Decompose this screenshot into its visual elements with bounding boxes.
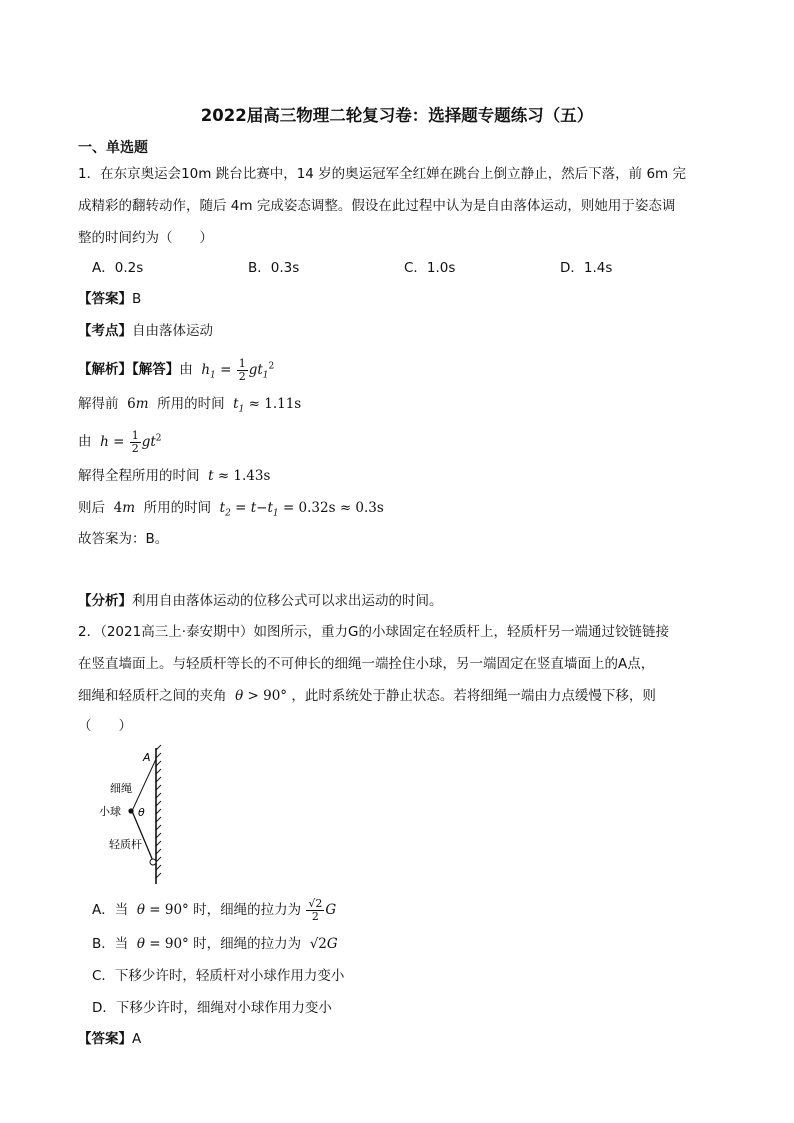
q1-option-c: C．1.0s [404, 260, 456, 276]
solution-text: 解得全程所用的时间 [78, 468, 200, 484]
option-text: 时，细绳的拉力为 [193, 936, 302, 952]
formula-h1: $h_1$ = $\frac{1}{2}$ $gt_1^2$ [197, 356, 275, 383]
solve-tag: 【解答】 [132, 361, 180, 378]
q1-analysis [78, 591, 443, 611]
formula-t: t [203, 468, 218, 484]
section-heading: 一、单选题 [78, 140, 148, 156]
q2-stem-line1: 2．（2021高三上·泰安期中）如图所示，重力G的小球固定在轻质杆上，轻质杆另一端通过铰链链接 [78, 624, 669, 640]
formula-t1-value: ≈ 1.11s [248, 396, 302, 412]
q2-stem-line2: 在竖直墙面上。与轻质杆等长的不可伸长的细绳一端拴住小球，另一端固定在竖直墙面上的A点， [78, 656, 655, 672]
option-text: 时，细绳的拉力为 [193, 902, 302, 918]
formula-t2-value: = 0.32s ≈ 0.3s [282, 500, 384, 516]
topic-value: 自由落体运动 [132, 323, 213, 339]
q1-solution-line3 [78, 428, 162, 455]
stem-text: 细绳和轻质杆之间的夹角 [78, 688, 227, 704]
solution-prefix: 由 [179, 361, 193, 378]
answer-tag: 【答案】 [78, 291, 132, 307]
solution-text: 则后 [78, 500, 105, 516]
topic-tag: 【考点】 [78, 323, 132, 339]
formula-t2: $t_2 = t-t_1$ [215, 500, 279, 519]
q1-option-a: A．0.2s [92, 260, 144, 276]
formula-theta-gt-90: θ > 90° [230, 688, 288, 704]
formula-h: h = $\frac{1}{2}$ $gt^2$ [95, 428, 162, 455]
option-text: B．当 [92, 936, 129, 952]
q1-conclusion: 故答案为：B。 [78, 531, 169, 547]
formula-sqrt2-g: √2G [309, 936, 338, 952]
stem-text: ，此时系统处于静止状态。若将细绳一端由力点缓慢下移，则 [291, 688, 656, 704]
q2-option-a [92, 898, 336, 923]
answer-value: A [132, 1031, 142, 1047]
option-text: A．当 [92, 902, 129, 918]
q1-answer [78, 289, 141, 309]
q2-figure [96, 742, 176, 888]
formula-theta-90: θ = 90° [132, 936, 189, 952]
formula-theta-90: θ = 90° [132, 902, 189, 918]
solution-text: 所用的时间 [157, 396, 225, 412]
formula-4m: 4m [113, 500, 140, 516]
q1-solution-line2 [78, 394, 301, 420]
q1-stem-line3: 整的时间约为（ ） [78, 230, 213, 246]
formula-sqrt2-over-2-g: $\frac{√2}{2}$ G [308, 897, 337, 923]
label-theta: θ [138, 806, 145, 819]
q2-option-d: D．下移少许时，细绳对小球作用力变小 [92, 1000, 332, 1016]
q1-solution-line4 [78, 466, 270, 486]
q2-option-b [92, 934, 338, 954]
formula-t-value: ≈ 1.43s [217, 468, 271, 484]
q2-stem-line3 [78, 686, 656, 706]
label-rod: 轻质杆 [109, 838, 142, 851]
q1-stem-line2: 成精彩的翻转动作，随后 4m 完成姿态调整。假设在此过程中认为是自由落体运动，则她用于姿态调 [78, 198, 676, 214]
q1-topic [78, 321, 213, 341]
q1-solution-line5 [78, 498, 384, 524]
analysis-tag: 【解析】 [78, 361, 132, 378]
analysis2-text: 利用自由落体运动的位移公式可以求出运动的时间。 [132, 593, 443, 609]
page-title: 2022届高三物理二轮复习卷：选择题专题练习（五） [200, 106, 594, 125]
solution-text: 解得前 [78, 396, 119, 412]
q1-option-d: D．1.4s [560, 260, 613, 276]
q2-option-c: C．下移少许时，轻质杆对小球作用力变小 [92, 968, 345, 984]
q2-answer [78, 1029, 141, 1049]
label-a: A [143, 751, 151, 764]
ball [128, 808, 133, 813]
label-rope: 细绳 [110, 782, 132, 795]
formula-t1: $t_1$ [228, 396, 245, 415]
answer-tag: 【答案】 [78, 1031, 132, 1047]
q1-option-b: B．0.3s [248, 260, 300, 276]
label-ball: 小球 [99, 805, 121, 818]
q1-stem-line1: 1．在东京奥运会10m 跳台比赛中，14 岁的奥运冠军全红婵在跳台上倒立静止，然后下落，前 6m 完 [78, 166, 686, 182]
solution-text: 所用的时间 [143, 500, 212, 516]
hinge [150, 859, 156, 865]
q2-stem-line4: （ ） [78, 718, 132, 734]
analysis2-tag: 【分析】 [78, 593, 132, 609]
rope-line [132, 759, 156, 811]
formula-6m: 6m [127, 396, 153, 412]
answer-value: B [132, 291, 142, 307]
q1-solution-line1 [78, 356, 274, 385]
solution-prefix: 由 [78, 433, 92, 450]
